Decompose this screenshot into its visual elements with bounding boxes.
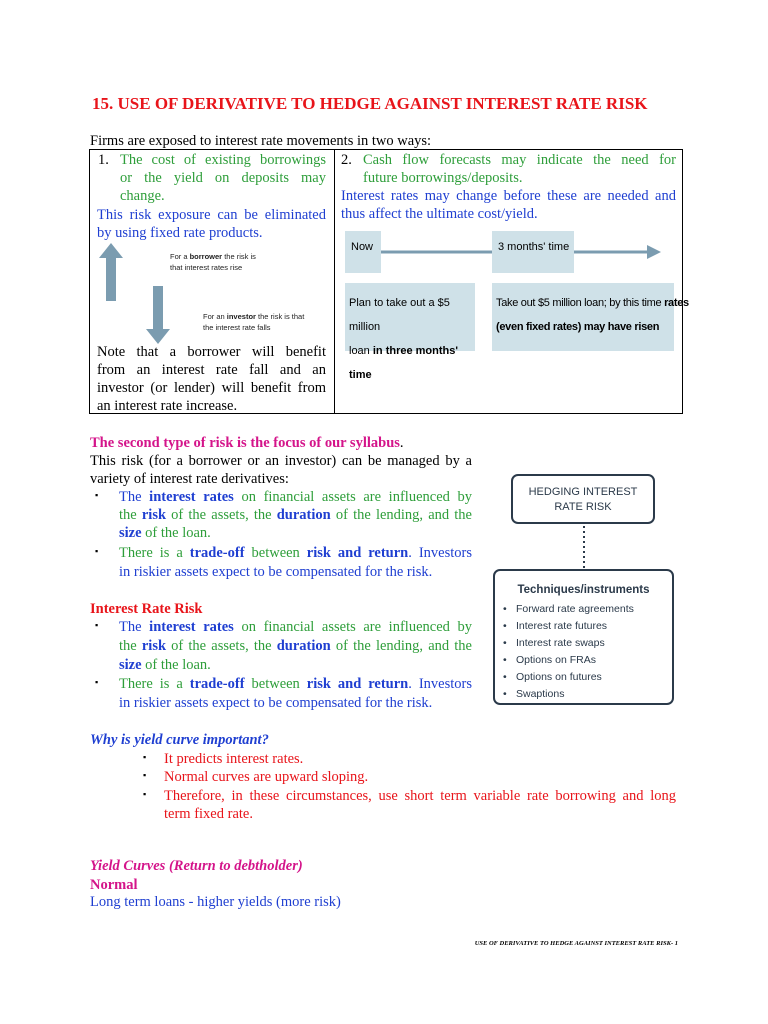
bullet-4-line-1: There is a trade-off between risk and return. Investors bbox=[119, 676, 472, 692]
focus-desc-line-1: This risk (for a borrower or an investor) can be managed by a bbox=[90, 453, 472, 469]
right-cell bbox=[335, 150, 689, 413]
bullet-1-line-3: size of the loan. bbox=[119, 525, 211, 541]
curves-normal-desc: Long term loans - higher yields (more risk) bbox=[90, 894, 341, 910]
later-box: 3 months' time bbox=[492, 231, 574, 273]
left-item-line-2: or the yield on deposits may bbox=[120, 170, 326, 186]
connector-dots bbox=[580, 524, 588, 570]
page-title: 15. USE OF DERIVATIVE TO HEDGE AGAINST INTEREST RATE RISK bbox=[92, 94, 648, 113]
curves-heading: Yield Curves (Return to debtholder) bbox=[90, 858, 303, 874]
right-item-number: 2. bbox=[341, 152, 352, 168]
investor-caption: For an investor the risk is that the interest rate falls bbox=[203, 312, 305, 332]
bullet-3-line-1: The interest rates on financial assets are influenced by bbox=[119, 619, 472, 635]
bullet-3-line-3: size of the loan. bbox=[119, 657, 211, 673]
bullet-marker: ▪ bbox=[143, 770, 147, 780]
up-arrow-icon bbox=[99, 243, 123, 301]
borrower-caption: For a borrower the risk is that interest rates rise bbox=[170, 252, 256, 272]
bullet-1-line-2: the risk of the assets, the duration of the lending, and the bbox=[119, 507, 472, 523]
left-item-line-3: change. bbox=[120, 188, 165, 204]
right-item-line-1: Cash flow forecasts may indicate the need for bbox=[363, 152, 676, 168]
note-line-3: investor (or lender) will benefit from bbox=[97, 380, 326, 396]
note-line-2: from an interest rate fall and an bbox=[97, 362, 326, 378]
bullet-marker: ▪ bbox=[95, 620, 99, 630]
focus-desc-line-2: variety of interest rate derivatives: bbox=[90, 471, 289, 487]
right-desc-line-2: thus affect the ultimate cost/yield. bbox=[341, 206, 538, 222]
hedging-title-box: HEDGING INTEREST RATE RISK bbox=[511, 474, 655, 524]
plan-box: Plan to take out a $5 million loan in three months' time bbox=[345, 283, 475, 351]
note-line-4: an interest rate increase. bbox=[97, 398, 238, 414]
right-item-line-2: future borrowings/deposits. bbox=[363, 170, 523, 186]
irr-heading: Interest Rate Risk bbox=[90, 601, 203, 617]
curves-normal: Normal bbox=[90, 877, 138, 893]
techniques-title: Techniques/instruments bbox=[517, 584, 650, 596]
technique-item: • Interest rate futures bbox=[503, 620, 608, 632]
bullet-marker: ▪ bbox=[95, 490, 99, 500]
yield-point-2: Normal curves are upward sloping. bbox=[164, 769, 369, 785]
bullet-marker: ▪ bbox=[143, 752, 147, 762]
right-desc-line-1: Interest rates may change before these are needed and bbox=[341, 188, 676, 204]
down-arrow-icon bbox=[146, 286, 170, 344]
bullet-4-line-2: in riskier assets expect to be compensated for the risk. bbox=[119, 695, 433, 711]
focus-heading: The second type of risk is the focus of our syllabus. bbox=[90, 435, 404, 451]
left-cell bbox=[90, 150, 334, 413]
page-footer: USE OF DERIVATIVE TO HEDGE AGAINST INTEREST RATE RISK- 1 bbox=[474, 940, 678, 947]
yield-point-3-cont: term fixed rate. bbox=[164, 806, 253, 822]
yield-point-1: It predicts interest rates. bbox=[164, 751, 304, 767]
intro-text: Firms are exposed to interest rate movements in two ways: bbox=[90, 133, 432, 149]
bullet-3-line-2: the risk of the assets, the duration of the lending, and the bbox=[119, 638, 472, 654]
bullet-marker: ▪ bbox=[143, 789, 147, 799]
yield-point-3: Therefore, in these circumstances, use short term variable rate borrowing and long bbox=[164, 788, 676, 804]
technique-item: • Swaptions bbox=[503, 688, 565, 700]
bullet-marker: ▪ bbox=[95, 677, 99, 687]
exposure-line-1: This risk exposure can be eliminated bbox=[97, 207, 326, 223]
technique-item: • Interest rate swaps bbox=[503, 637, 605, 649]
yield-question: Why is yield curve important? bbox=[90, 732, 269, 748]
exposure-line-2: by using fixed rate products. bbox=[97, 225, 263, 241]
bullet-marker: ▪ bbox=[95, 546, 99, 556]
left-item-line-1: The cost of existing borrowings bbox=[120, 152, 326, 168]
left-item-number: 1. bbox=[98, 152, 109, 168]
technique-item: • Options on FRAs bbox=[503, 654, 596, 666]
exposure-table bbox=[89, 149, 689, 414]
now-box: Now bbox=[345, 231, 381, 273]
bullet-1-line-1: The interest rates on financial assets are influenced by bbox=[119, 489, 472, 505]
bullet-2-line-1: There is a trade-off between risk and return. Investors bbox=[119, 545, 472, 561]
technique-item: • Forward rate agreements bbox=[503, 603, 634, 615]
takeout-box: Take out $5 million loan; by this time rates (even fixed rates) may have risen bbox=[492, 283, 674, 351]
technique-item: • Options on futures bbox=[503, 671, 602, 683]
techniques-box bbox=[493, 569, 674, 705]
bullet-2-line-2: in riskier assets expect to be compensated for the risk. bbox=[119, 564, 433, 580]
note-line-1: Note that a borrower will benefit bbox=[97, 344, 326, 360]
